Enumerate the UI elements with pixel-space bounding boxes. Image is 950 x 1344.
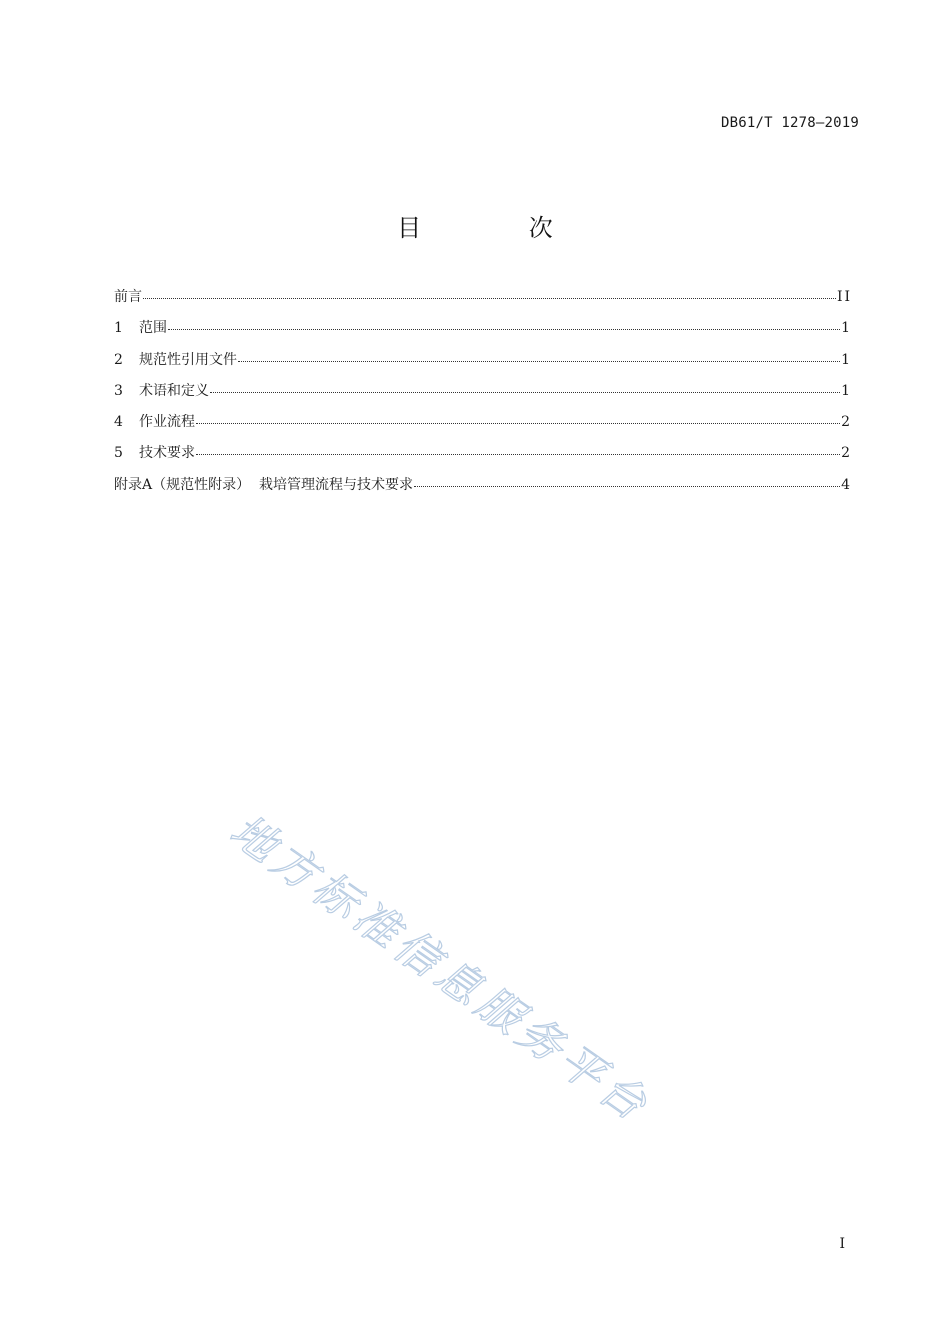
toc-entry-page: 2 — [841, 445, 852, 462]
toc-title: 目 次 — [397, 214, 603, 242]
toc-entry-page: 4 — [841, 476, 852, 493]
toc-entry-page: II — [836, 289, 852, 305]
toc-entry-label: 附录A（规范性附录） 栽培管理流程与技术要求 — [114, 476, 414, 493]
toc-entry-label: 范围 — [139, 320, 167, 337]
toc-entry-page: 1 — [841, 351, 852, 368]
toc-dot-leader — [168, 318, 840, 332]
toc-entry-number: 2 — [114, 351, 123, 368]
toc-entry-number: 3 — [114, 382, 123, 399]
toc-entry-technical-requirements[interactable] — [114, 442, 850, 473]
toc-entry-label: 技术要求 — [139, 445, 195, 462]
toc-entry-number: 4 — [114, 414, 123, 431]
toc-dot-leader — [238, 350, 840, 364]
toc-entry-page: 1 — [841, 382, 852, 399]
toc-entry-label: 作业流程 — [139, 414, 195, 431]
toc-entry-scope[interactable] — [114, 317, 850, 348]
toc-dot-leader — [210, 381, 840, 395]
toc-dot-leader — [414, 475, 840, 489]
toc-entry-number: 5 — [114, 445, 123, 462]
watermark: 地方标准信息服务平台 — [220, 804, 660, 1134]
toc-entry-workflow[interactable] — [114, 411, 850, 442]
table-of-contents — [114, 286, 850, 505]
toc-entry-label: 前言 — [114, 289, 142, 305]
toc-entry-number: 1 — [114, 320, 123, 337]
toc-entry-label: 术语和定义 — [139, 382, 209, 399]
toc-entry-annex-a[interactable] — [114, 474, 850, 505]
toc-entry-terms-definitions[interactable] — [114, 380, 850, 411]
document-code: DB61/T 1278—2019 — [720, 115, 859, 131]
toc-entry-preface[interactable] — [114, 286, 850, 317]
toc-entry-label: 规范性引用文件 — [139, 351, 237, 368]
toc-dot-leader — [196, 412, 840, 426]
toc-entry-page: 2 — [841, 414, 852, 431]
toc-entry-normative-references[interactable] — [114, 349, 850, 380]
page-number: I — [839, 1236, 845, 1252]
toc-entry-page: 1 — [841, 320, 852, 337]
toc-dot-leader — [143, 287, 836, 301]
toc-dot-leader — [196, 443, 840, 457]
